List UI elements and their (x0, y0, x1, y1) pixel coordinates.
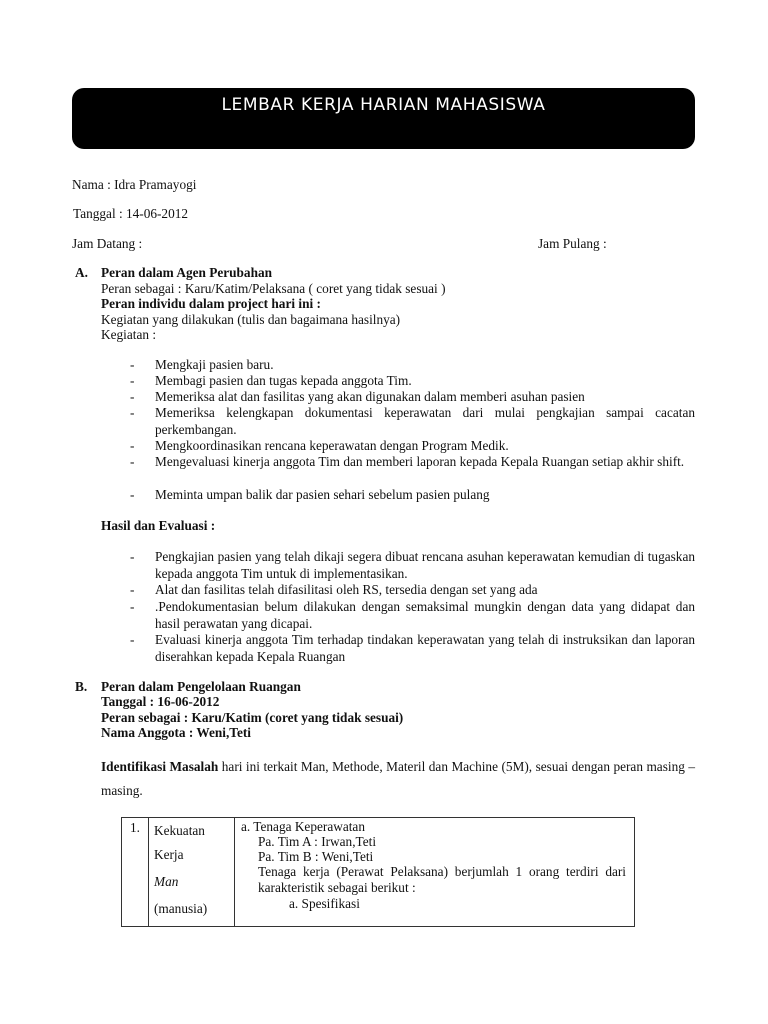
list-item: Memeriksa kelengkapan dokumentasi keperawatan dari mulai pengkajian sampai cacatan perkembangan. (155, 405, 695, 437)
identifikasi-text: hari ini terkait Man, Methode, Materil dan Machine (5M), sesuai dengan peran masing – masing. (101, 759, 695, 798)
list-item: Memeriksa alat dan fasilitas yang akan digunakan dalam memberi asuhan pasien (155, 389, 585, 404)
list-item: Mengevaluasi kinerja anggota Tim dan memberi laporan kepada Kepala Ruangan setiap akhir shift. (155, 454, 685, 469)
category-line4: (manusia) (154, 901, 208, 916)
problem-table (121, 817, 635, 927)
bullet-dash: - (130, 454, 135, 469)
detail-tenaga-kerja: Tenaga kerja (Perawat Pelaksana) berjumlah 1 orang terdiri dari karakteristik sebagai berikut : (258, 864, 626, 895)
bullet-dash: - (130, 373, 135, 388)
identifikasi-paragraph (101, 755, 695, 803)
bullet-dash: - (130, 405, 135, 420)
category-cell (149, 818, 235, 927)
section-a-heading: Peran dalam Agen Perubahan (101, 265, 273, 280)
jam-pulang-field: Jam Pulang : (538, 236, 607, 251)
bullet-dash: - (130, 582, 135, 597)
tanggal-field: Tanggal : 14-06-2012 (73, 206, 189, 221)
bullet-dash: - (130, 599, 135, 614)
detail-cell (235, 818, 635, 927)
detail-tim-a: Pa. Tim A : Irwan,Teti (258, 834, 377, 849)
title-banner (72, 88, 695, 149)
nama-field: Nama : Idra Pramayogi (72, 177, 197, 192)
kegiatan-label: Kegiatan : (101, 327, 157, 342)
list-item: Evaluasi kinerja anggota Tim terhadap tindakan keperawatan yang telah di instruksikan dan laporan diserahkan kepada Kepala Ruangan (155, 632, 695, 664)
bullet-dash: - (130, 357, 135, 372)
row-number-cell (122, 818, 149, 927)
detail-item-a: a. Tenaga Keperawatan (241, 819, 365, 834)
row-number: 1. (130, 820, 140, 835)
peran-sebagai-line: Peran sebagai : Karu/Katim/Pelaksana ( coret yang tidak sesuai ) (101, 281, 446, 296)
jam-datang-field: Jam Datang : (72, 236, 143, 251)
list-item: Mengkaji pasien baru. (155, 357, 274, 372)
bullet-dash: - (130, 389, 135, 404)
section-b-heading: Peran dalam Pengelolaan Ruangan (101, 679, 301, 694)
list-item: Mengkoordinasikan rencana keperawatan dengan Program Medik. (155, 438, 509, 453)
bullet-dash: - (130, 438, 135, 453)
table-row (122, 818, 635, 927)
list-item: Meminta umpan balik dar pasien sehari sebelum pasien pulang (155, 487, 490, 502)
bullet-dash: - (130, 632, 135, 647)
peran-individu-line: Peran individu dalam project hari ini : (101, 296, 321, 311)
list-item: Pengkajian pasien yang telah dikaji segera dibuat rencana asuhan keperawatan kemudian di tugaskan kepada anggota Tim untuk di implementasikan. (155, 549, 695, 581)
list-item: Alat dan fasilitas telah difasilitasi oleh RS, tersedia dengan set yang ada (155, 582, 538, 597)
category-line1: Kekuatan (154, 823, 205, 838)
identifikasi-label: Identifikasi Masalah (101, 759, 219, 774)
page-title: LEMBAR KERJA HARIAN MAHASISWA (221, 95, 546, 115)
detail-spesifikasi: a. Spesifikasi (289, 896, 360, 911)
category-line3: Man (154, 874, 179, 889)
section-b-anggota: Nama Anggota : Weni,Teti (101, 725, 251, 740)
section-b-peran: Peran sebagai : Karu/Katim (coret yang tidak sesuai) (101, 710, 404, 725)
category-line2: Kerja (154, 847, 184, 862)
section-b-letter: B. (75, 679, 88, 694)
list-item: Membagi pasien dan tugas kepada anggota Tim. (155, 373, 412, 388)
hasil-heading: Hasil dan Evaluasi : (101, 518, 216, 533)
section-b-tanggal: Tanggal : 16-06-2012 (101, 694, 220, 709)
section-a-letter: A. (75, 265, 88, 280)
bullet-dash: - (130, 487, 135, 502)
detail-tim-b: Pa. Tim B : Weni,Teti (258, 849, 374, 864)
kegiatan-desc: Kegiatan yang dilakukan (tulis dan bagaimana hasilnya) (101, 312, 401, 327)
bullet-dash: - (130, 549, 135, 564)
list-item: .Pendokumentasian belum dilakukan dengan semaksimal mungkin dengan data yang didapat dan hasil perawatan yang dicapai. (155, 599, 695, 631)
